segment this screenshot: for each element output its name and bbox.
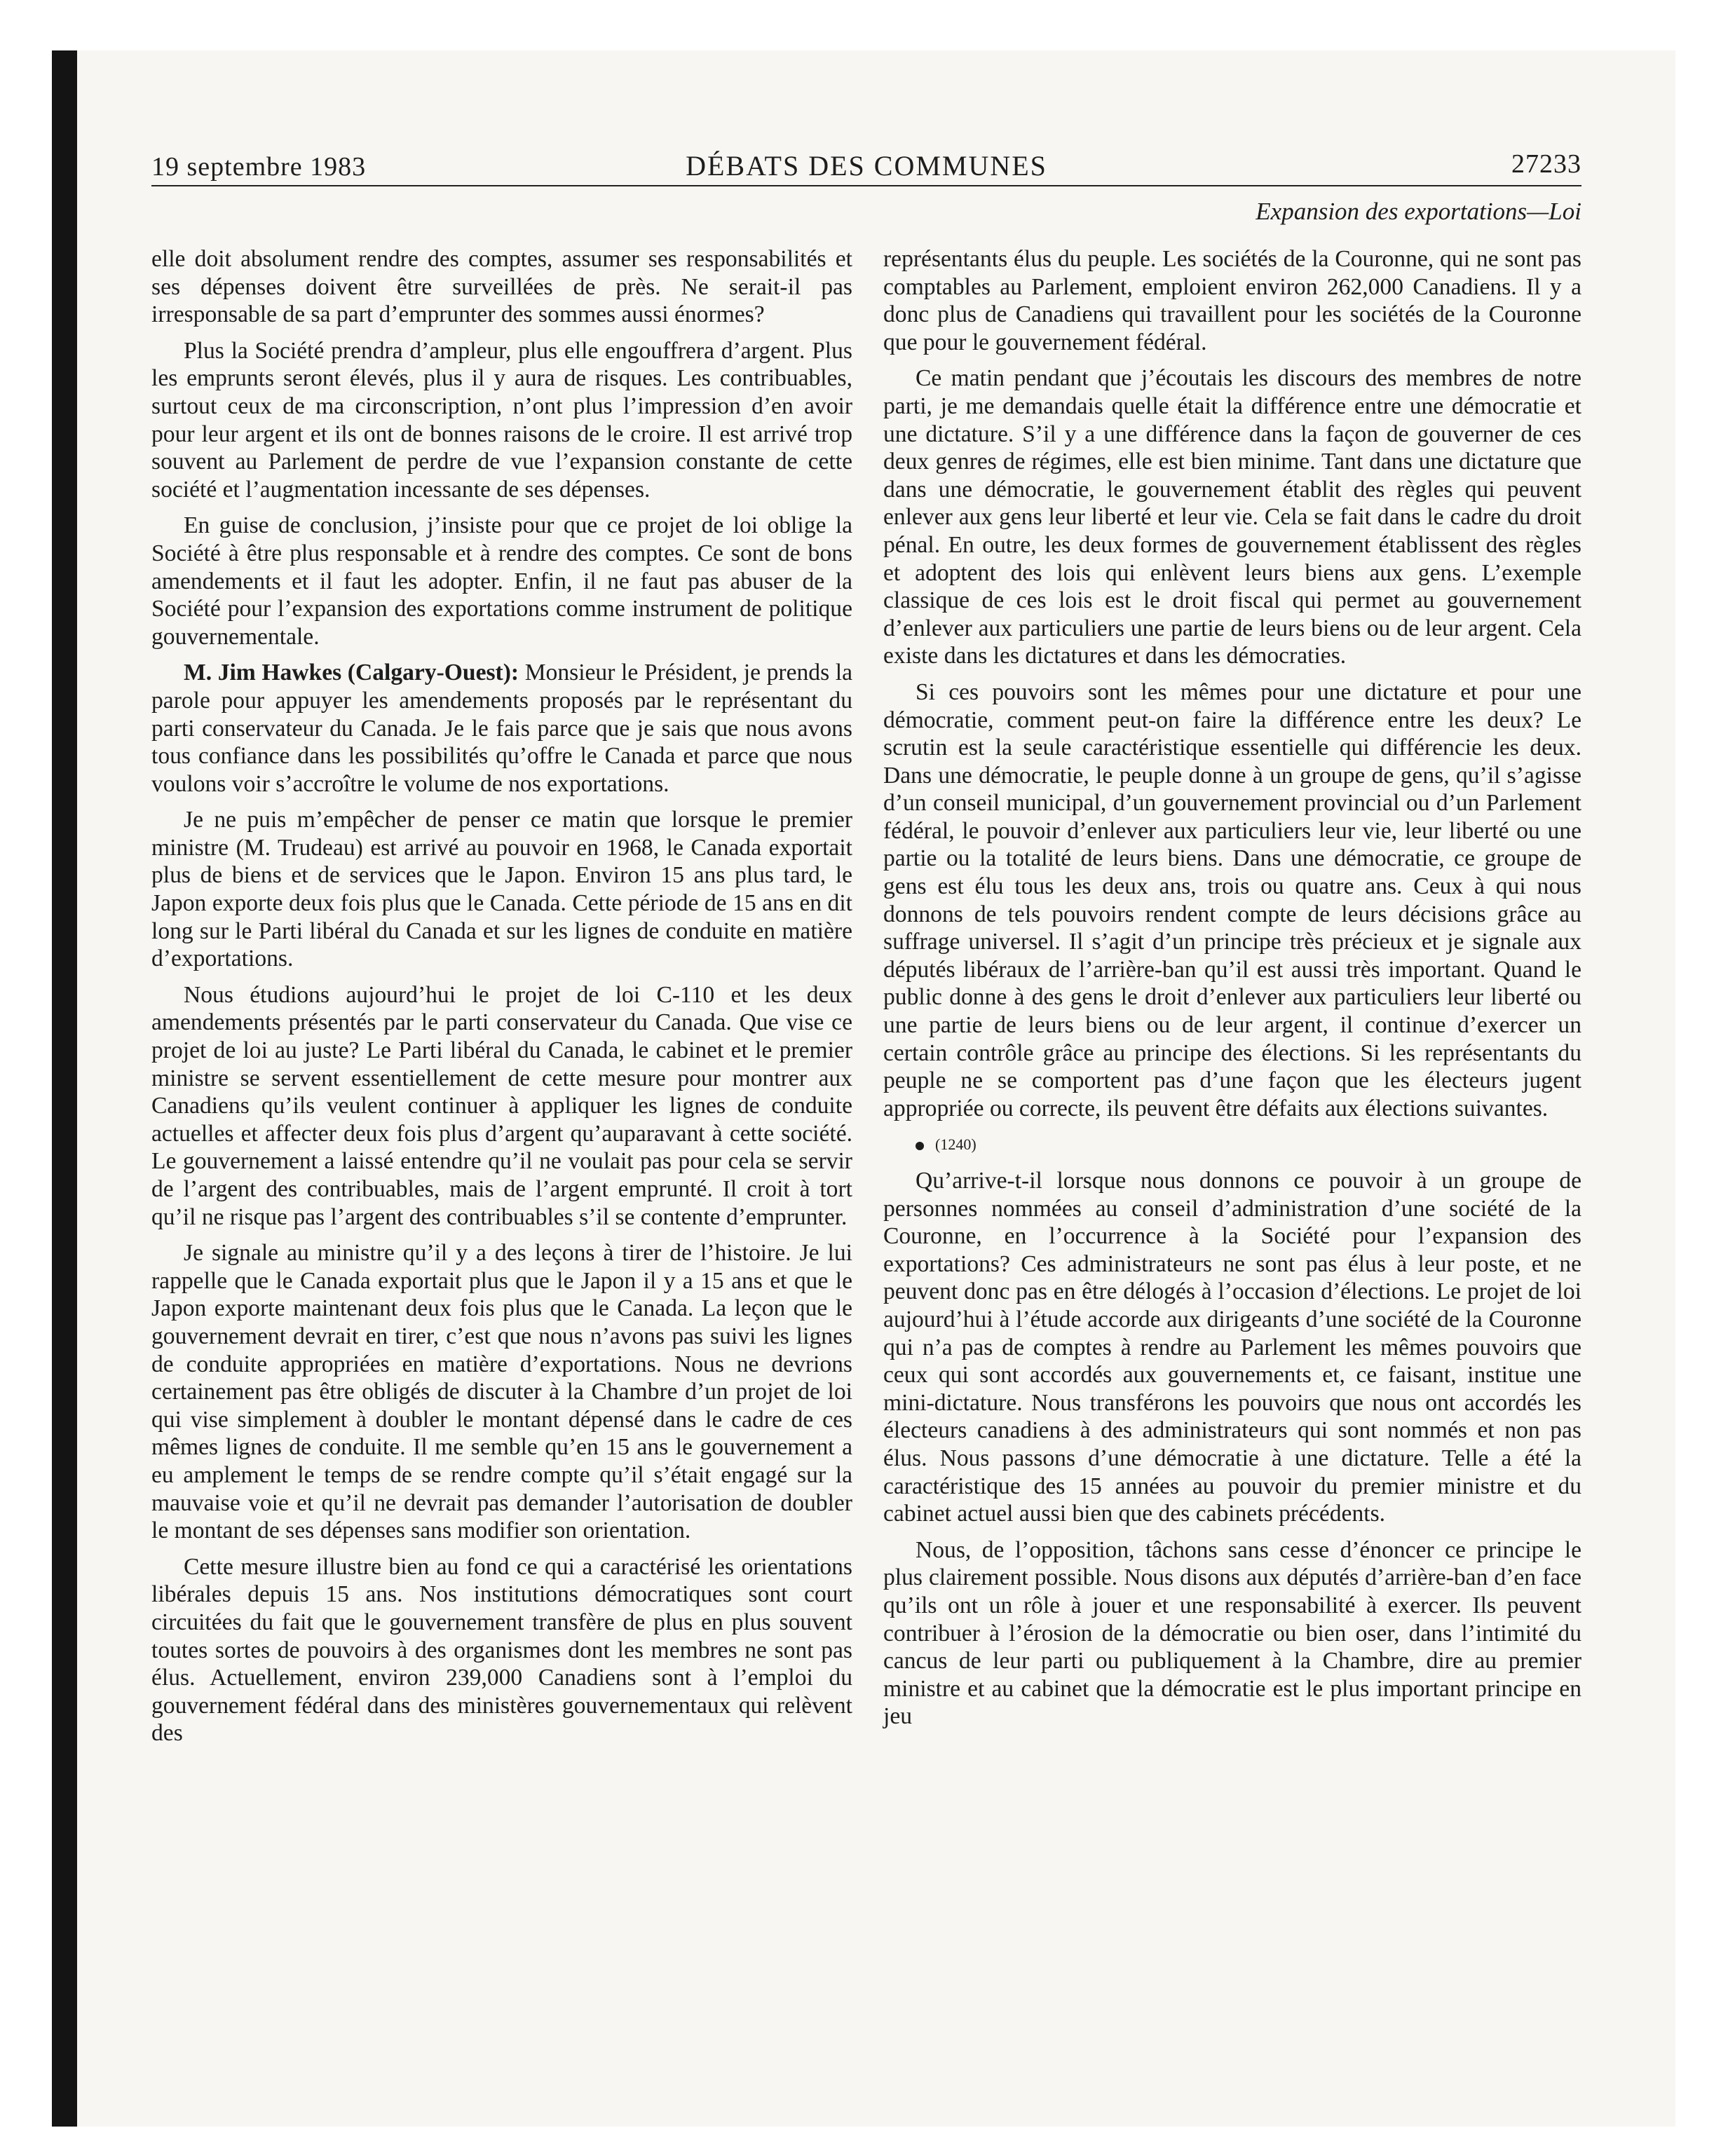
bullet-icon [916,1142,924,1150]
paragraph: Qu’arrive-t-il lorsque nous donnons ce pouvoir à un groupe de personnes nommées au conseil d’administration d’une société de la Couronne, en l’occurrence à la Société pour l’expansion des exportations? Ces administrateurs ne sont pas élus à leur poste, et ne peuvent donc pas en être délogés à l’occasion d’élections. Le projet de loi aujourd’hui à l’étude accorde aux dirigeants d’une société de la Couronne qui n’a pas de comptes à rendre au Parlement les mêmes pouvoirs que ceux qui sont accordés aux gouvernements et, ce faisant, institue une mini-dictature. Nous transférons les pouvoirs que nous ont accordés les électeurs canadiens à des administrateurs qui sont nommés et non pas élus. Nous passons d’une démocratie à une dictature. Telle a été la caractéristique des 15 années au pouvoir du premier ministre et du cabinet actuel aussi bien que des cabinets précédents. [883,1168,1581,1527]
speaker-name: M. Jim Hawkes (Calgary-Ouest): [184,660,519,686]
header-date: 19 septembre 1983 [151,152,367,182]
time-marker-label: (1240) [935,1135,977,1154]
left-column [151,245,852,1756]
paragraph: Nous étudions aujourd’hui le projet de loi C-110 et les deux amendements présentés par le parti conservateur du Canada. Que vise ce projet de loi au juste? Le Parti libéral du Canada, le cabinet et le premier ministre se servent essentiellement de cette mesure pour montrer aux Canadiens qu’ils veulent continuer à appliquer les lignes de conduite actuelles et affecter deux fois plus d’argent qu’auparavant à cette société. Le gouvernement a laissé entendre qu’il ne voulait pas pour cela se servir de l’argent des contribuables, mais de l’argent emprunté. Il croit à tort qu’il ne risque pas l’argent des contribuables s’il se contente d’emprunter. [151,981,852,1230]
scan-edge-bar [52,50,77,2127]
speech-text: Monsieur le Président, je prends la parole pour appuyer les amendements proposés par le représentant du parti conservateur du Canada. Je le fais parce que je sais que nous avons tous confiance dans les possibilités qu’offre le Canada et parce que nous voulons voir s’accroître le volume de nos exportations. [151,660,852,797]
paragraph: représentants élus du peuple. Les sociétés de la Couronne, qui ne sont pas comptables au Parlement, emploient environ 262,000 Canadiens. Il y a donc plus de Canadiens qui travaillent pour les sociétés de la Couronne que pour le gouvernement fédéral. [883,246,1581,355]
paragraph: Si ces pouvoirs sont les mêmes pour une dictature et pour une démocratie, comment peut-on faire la différence entre les deux? Le scrutin est la seule caractéristique essentielle qui différencie les deux. Dans une démocratie, le peuple donne à un groupe de gens, qu’il s’agisse d’un conseil municipal, d’un gouvernement provincial ou d’un Parlement fédéral, le pouvoir d’enlever aux particuliers leur vie, leur liberté ou une partie ou la totalité de leurs biens. Dans une démocratie, ce groupe de gens est élu tous les deux ans, trois ou quatre ans. Ceux à qui nous donnons de tels pouvoirs rendent compte de leurs décisions grâce au suffrage universel. Il s’agit d’un principe très précieux et je signale aux députés libéraux de l’arrière-ban qu’il est aussi très important. Quand le public donne à des gens le droit d’enlever aux particuliers leur liberté ou une partie de leurs biens ou de leur argent, il continue d’exercer un certain contrôle grâce au principe des élections. Si les représentants du peuple ne se comportent pas d’une façon que les électeurs jugent appropriée ou correcte, ils peuvent être défaits aux élections suivantes. [883,678,1581,1121]
paragraph: Plus la Société prendra d’ampleur, plus elle engouffrera d’argent. Plus les emprunts seront élevés, plus il y aura de risques. Les contribuables, surtout ceux de ma circonscription, n’ont plus l’impression d’en avoir pour leur argent et ils ont de bonnes raisons de le croire. Il est arrivé trop souvent au Parlement de perdre de vue l’expansion constante de cette société et l’augmentation incessante de ses dépenses. [151,337,852,503]
paragraph: Cette mesure illustre bien au fond ce qui a caractérisé les orientations libérales depuis 15 ans. Nos institutions démocratiques sont court circuitées du fait que le gouvernement transfère de plus en plus souvent toutes sortes de pouvoirs à des organismes dont les membres ne sont pas élus. Actuellement, environ 239,000 Canadiens sont à l’emploi du gouvernement fédéral dans des ministères gouvernementaux qui relèvent des [151,1553,852,1747]
paragraph: Je signale au ministre qu’il y a des leçons à tirer de l’histoire. Je lui rappelle que le Canada exportait plus que le Japon il y a 15 ans et que le Japon exporte maintenant deux fois plus que le Canada. La leçon que le gouvernement devrait en tirer, c’est que nous n’avons pas suivi les lignes de conduite appropriées en matière d’exportations. Nous ne devrions certainement pas être obligés de discuter à la Chambre d’un projet de loi qui vise simplement à doubler le montant dépensé dans le cadre de ces mêmes lignes de conduite. Il me semble qu’en 15 ans le gouvernement a eu amplement le temps de se rendre compte qu’il s’était engagé sur la mauvaise voie et qu’il ne devrait pas demander l’autorisation de doubler le montant de ses dépenses sans modifier son orientation. [151,1240,852,1544]
paragraph: Ce matin pendant que j’écoutais les discours des membres de notre parti, je me demandais quelle était la différence entre une démocratie et une dictature. S’il y a une différence dans la façon de gouverner de ces deux genres de régimes, elle est bien minime. Tant dans une dictature que dans une démocratie, le gouvernement établit des règles qui peuvent enlever aux gens leur liberté et leur vie. Cela se fait dans le cadre du droit pénal. En outre, les deux formes de gouvernement établissent des règles et adoptent des lois qui enlèvent leurs biens aux gens. L’exemple classique de ces lois est le droit fiscal qui permet au gouvernement d’enlever aux particuliers une partie de leurs biens ou de leur argent. Cela existe dans les dictatures et dans les démocraties. [883,365,1581,669]
paragraph: Je ne puis m’empêcher de penser ce matin que lorsque le premier ministre (M. Trudeau) est arrivé au pouvoir en 1968, le Canada exportait plus de biens et de services que le Japon. Environ 15 ans plus tard, le Japon exporte deux fois plus que le Canada. Cette période de 15 ans en dit long sur le Parti libéral du Canada et sur les lignes de conduite en matière d’exportations. [151,807,852,972]
time-marker [883,1131,1581,1159]
page-header [151,140,1581,186]
right-column [883,245,1581,1739]
paragraph: En guise de conclusion, j’insiste pour que ce projet de loi oblige la Société à être plus responsable et à rendre des comptes. Ce sont de bons amendements et il faut les adopter. Enfin, il ne faut pas abuser de la Société pour l’expansion des exportations comme instrument de politique gouvernementale. [151,512,852,650]
speech-paragraph [151,659,852,798]
header-page-number: 27233 [1511,149,1581,179]
paragraph: elle doit absolument rendre des comptes, assumer ses responsabilités et ses dépenses doivent être surveillées de près. Ne serait-il pas irresponsable de sa part d’emprunter des sommes aussi énormes? [151,246,852,328]
section-heading: Expansion des exportations—Loi [1256,198,1581,225]
header-title: DÉBATS DES COMMUNES [686,150,1047,182]
paragraph: Nous, de l’opposition, tâchons sans cesse d’énoncer ce principe le plus clairement possible. Nous disons aux députés d’arrière-ban d’en face qu’ils ont un rôle à jouer et une responsabilité à exercer. Ils peuvent contribuer à l’érosion de la démocratie ou bien oser, dans l’intimité du cancus de leur parti ou publiquement à la Chambre, dire au premier ministre et au cabinet que la démocratie est le plus important principe en jeu [883,1536,1581,1730]
